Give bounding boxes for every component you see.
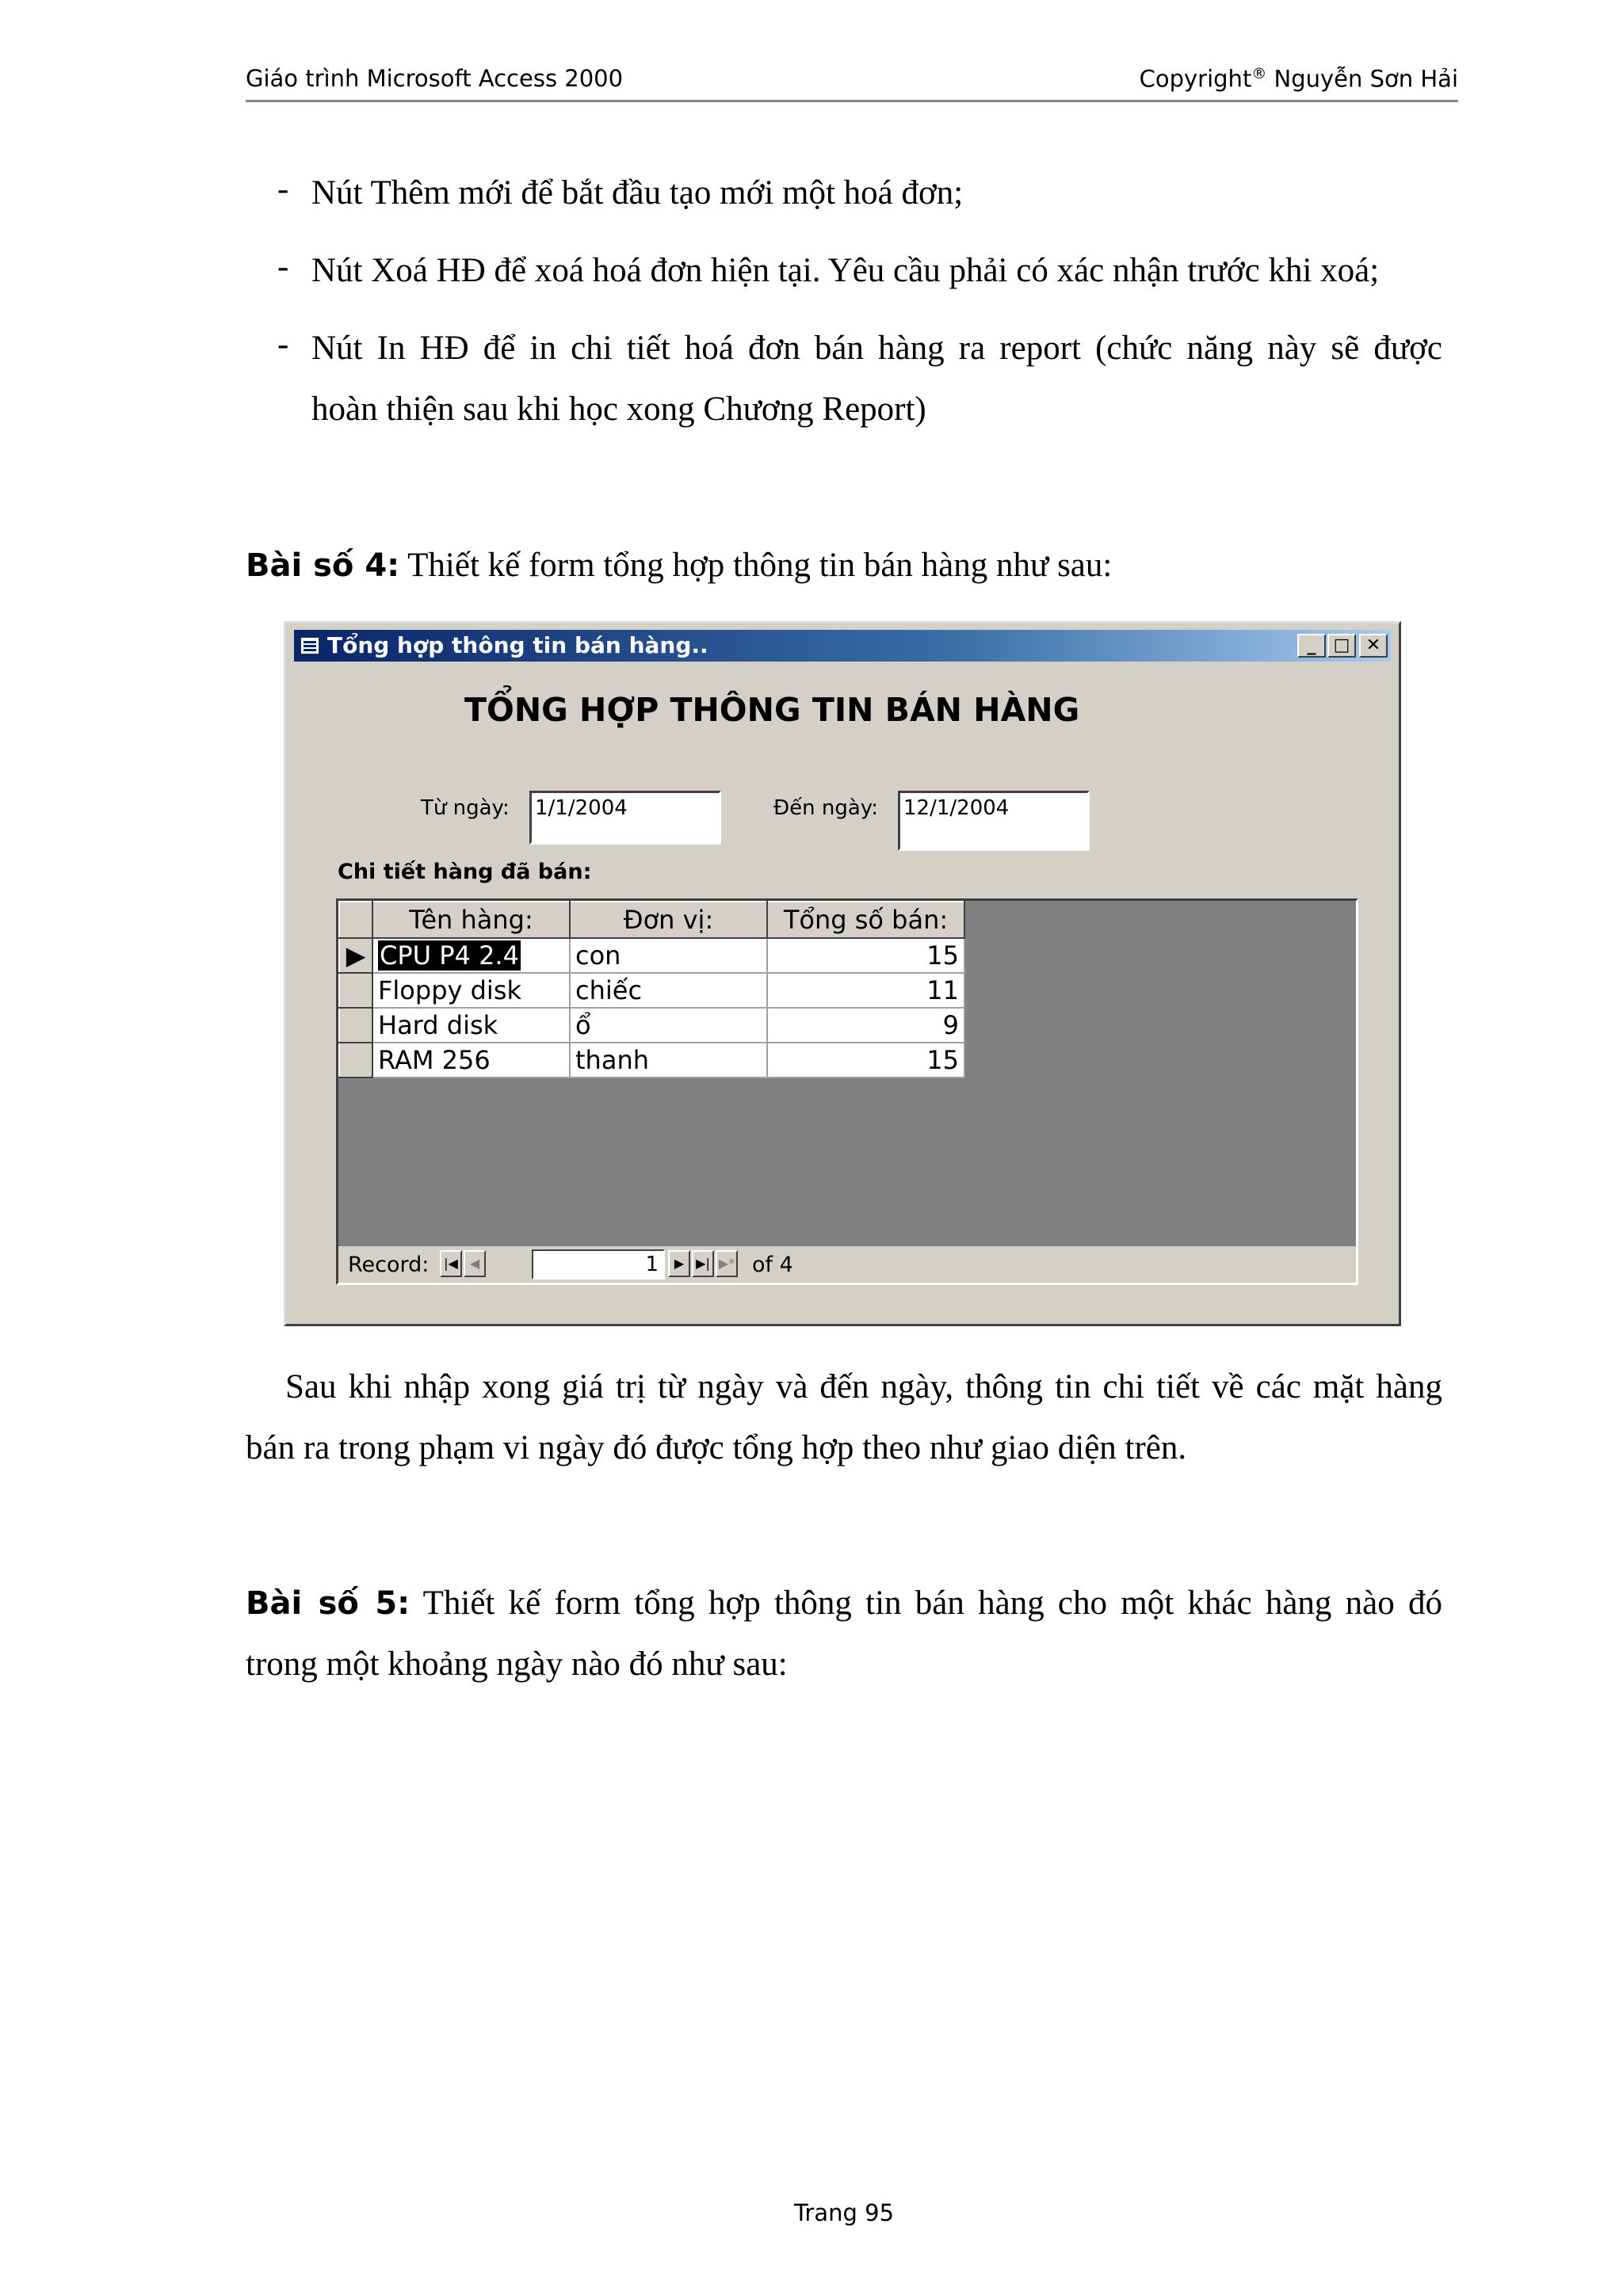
access-form-window — [284, 621, 1401, 1326]
window-title: Tổng hợp thông tin bán hàng.. — [327, 632, 708, 658]
record-selector[interactable] — [339, 973, 372, 1008]
bullet-dash: - — [277, 248, 289, 285]
paragraph-line2: bán ra trong phạm vi ngày đó được tổng hợp theo như giao diện trên. — [246, 1429, 1187, 1466]
form-heading: TỔNG HỢP THÔNG TIN BÁN HÀNG — [464, 691, 1080, 729]
form-icon — [300, 637, 319, 654]
table-header-row — [339, 902, 964, 938]
from-date-input[interactable]: 1/1/2004 — [529, 791, 721, 845]
selected-cell-text: CPU P4 2.4 — [380, 940, 519, 971]
exercise-4-label: Bài số 4: — [246, 547, 400, 584]
cell-unit[interactable]: thanh — [570, 1043, 767, 1077]
table-row[interactable] — [339, 1043, 964, 1077]
exercise-4-heading — [246, 535, 1442, 597]
cell-total[interactable]: 15 — [767, 1043, 964, 1077]
last-record-icon[interactable]: ▶| — [692, 1250, 714, 1277]
copyright-label: Copyright — [1139, 65, 1252, 93]
new-record-icon[interactable]: ▶* — [716, 1250, 738, 1277]
maximize-button[interactable]: □ — [1327, 634, 1356, 658]
exercise-5-text-line2: trong một khoảng ngày nào đó như sau: — [246, 1646, 788, 1683]
detail-section-label: Chi tiết hàng đã bán: — [338, 860, 592, 884]
column-header-product[interactable]: Tên hàng: — [372, 902, 570, 938]
record-selector[interactable] — [339, 1008, 372, 1043]
record-selector-header — [339, 902, 372, 938]
next-record-icon[interactable]: ▶ — [668, 1250, 690, 1277]
close-button[interactable]: ✕ — [1359, 634, 1388, 658]
author-name: Nguyễn Sơn Hải — [1266, 65, 1458, 93]
column-header-total[interactable]: Tổng số bán: — [767, 902, 964, 938]
exercise-4-text: Thiết kế form tổng hợp thông tin bán hàng như sau: — [399, 547, 1113, 584]
cell-product[interactable]: RAM 256 — [372, 1043, 570, 1077]
cell-product[interactable]: Floppy disk — [372, 973, 570, 1008]
cell-product[interactable] — [372, 938, 570, 973]
column-header-unit[interactable]: Đơn vị: — [570, 902, 767, 938]
bullet-print-line2: hoàn thiện sau khi học xong Chương Report) — [311, 391, 926, 428]
header-book-title: Giáo trình Microsoft Access 2000 — [246, 65, 624, 92]
minimize-button[interactable]: _ — [1297, 634, 1326, 658]
cell-unit[interactable]: ổ — [570, 1008, 767, 1043]
cell-unit[interactable]: con — [570, 938, 767, 973]
bullet-add-new: Nút Thêm mới để bắt đầu tạo mới một hoá đơn; — [311, 174, 964, 212]
sales-summary-table — [338, 901, 965, 1078]
table-row[interactable] — [339, 938, 964, 973]
registered-mark: ® — [1251, 65, 1267, 82]
table-row[interactable] — [339, 973, 964, 1008]
cell-product[interactable]: Hard disk — [372, 1008, 570, 1043]
current-record-arrow-icon[interactable]: ▶ — [339, 938, 372, 973]
bullet-dash: - — [277, 170, 289, 208]
header-divider — [246, 100, 1458, 102]
exercise-5-heading — [246, 1573, 1442, 1634]
page-number: Trang 95 — [793, 2199, 895, 2226]
bullet-delete: Nút Xoá HĐ để xoá hoá đơn hiện tại. Yêu cầu phải có xác nhận trước khi xoá; — [311, 252, 1380, 289]
cell-unit[interactable]: chiếc — [570, 973, 767, 1008]
cell-total[interactable]: 15 — [767, 938, 964, 973]
header-copyright — [1140, 65, 1458, 93]
cell-total[interactable]: 9 — [767, 1008, 964, 1043]
paragraph-line1: Sau khi nhập xong giá trị từ ngày và đến ngày, thông tin chi tiết về các mặt hàng — [285, 1368, 1442, 1405]
bullet-dash: - — [277, 326, 289, 363]
cell-total[interactable]: 11 — [767, 973, 964, 1008]
to-date-label: Đến ngày: — [773, 796, 879, 820]
record-number-input[interactable]: 1 — [532, 1249, 665, 1280]
from-date-label: Từ ngày: — [421, 796, 510, 820]
table-row[interactable] — [339, 1008, 964, 1043]
previous-record-icon[interactable]: ◀ — [464, 1250, 486, 1277]
record-count: of 4 — [752, 1253, 793, 1277]
window-titlebar[interactable] — [294, 630, 1391, 662]
to-date-input[interactable]: 12/1/2004 — [898, 791, 1090, 851]
first-record-icon[interactable]: |◀ — [440, 1250, 462, 1277]
record-selector[interactable] — [339, 1043, 372, 1077]
bullet-print-line1: Nút In HĐ để in chi tiết hoá đơn bán hàng ra report (chức năng này sẽ được — [311, 330, 1442, 367]
record-navigation-bar — [338, 1246, 1356, 1283]
exercise-5-label: Bài số 5: — [246, 1585, 411, 1622]
exercise-5-text: Thiết kế form tổng hợp thông tin bán hàng cho một khác hàng nào đó — [410, 1585, 1442, 1622]
datasheet-subform[interactable] — [336, 898, 1358, 1285]
record-label: Record: — [348, 1253, 430, 1277]
